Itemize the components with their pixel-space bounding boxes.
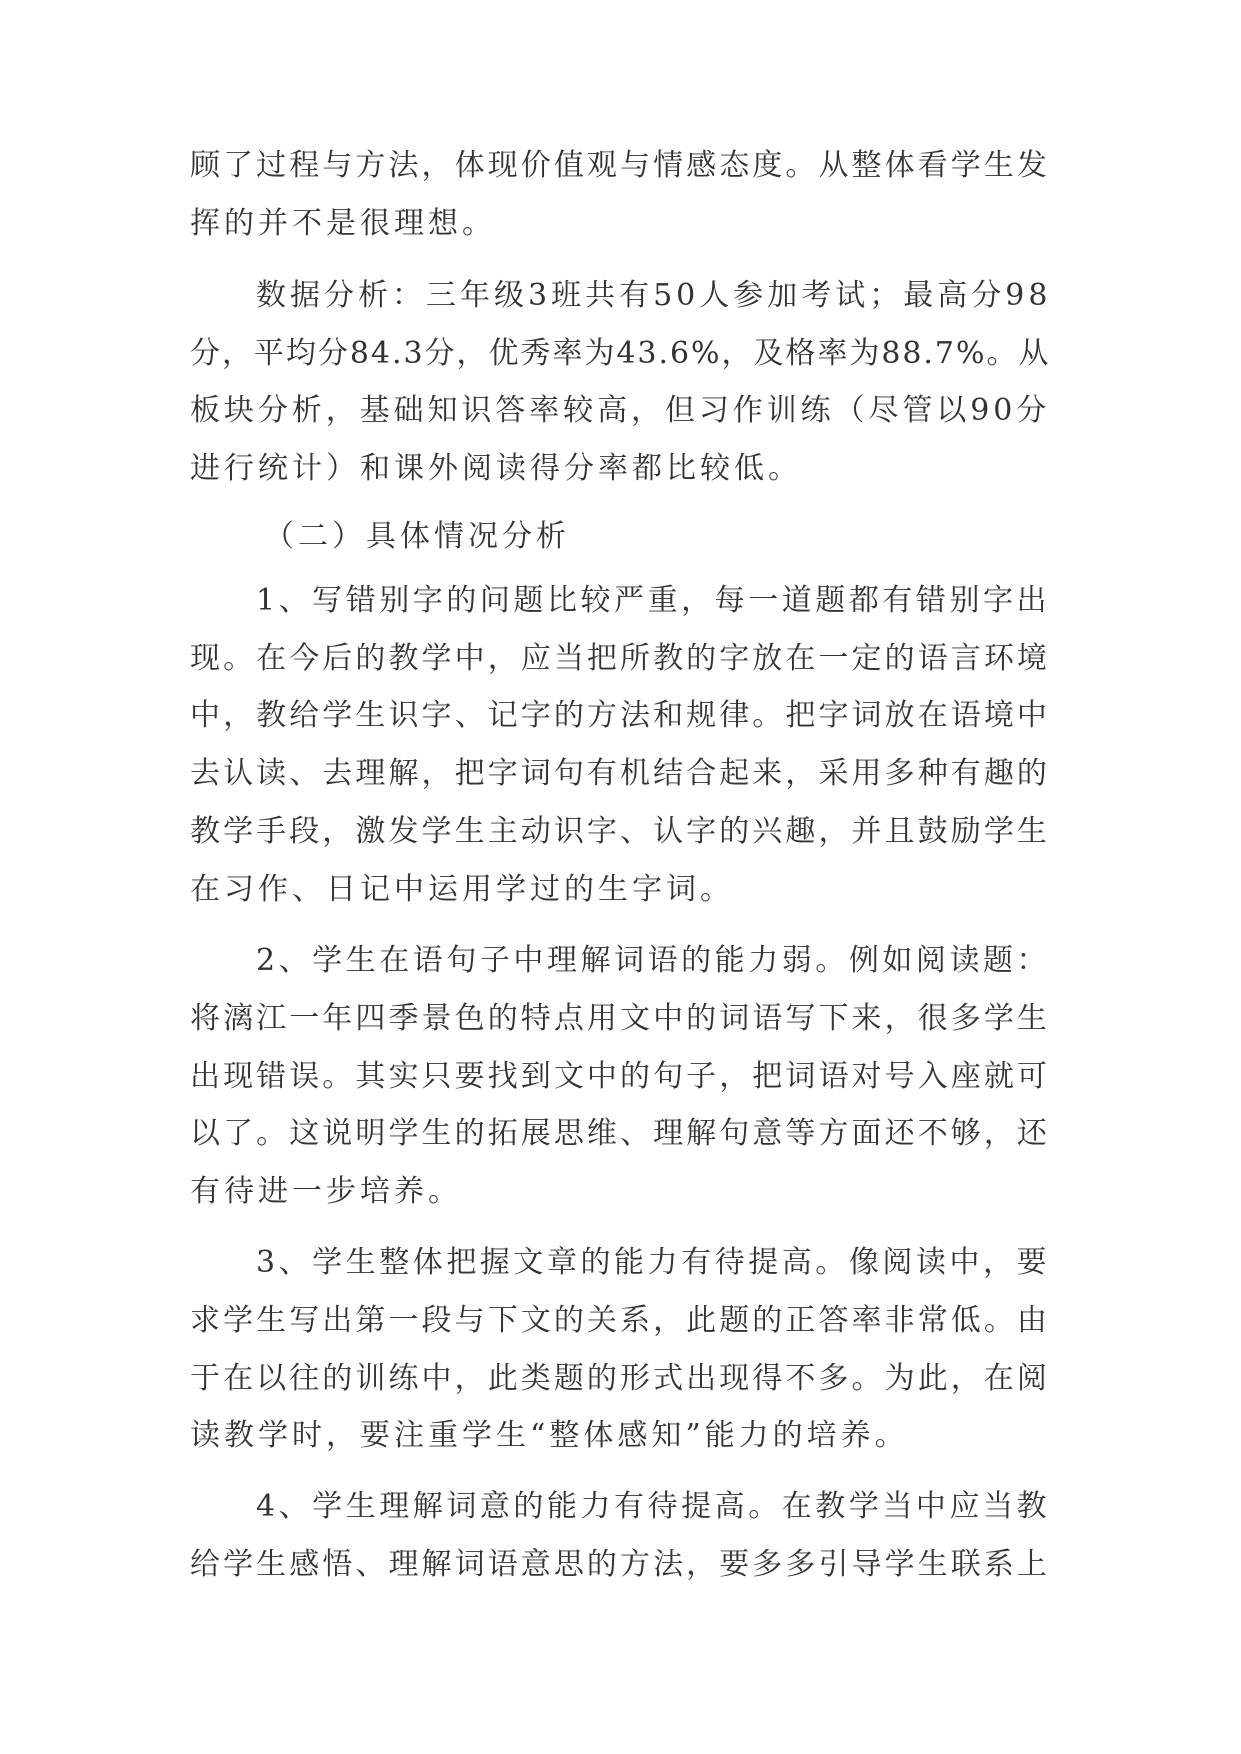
text-line: 求学生写出第一段与下文的关系，此题的正答率非常低。由 [190, 1303, 1050, 1338]
text-line: 分，平均分84.3分，优秀率为43.6%，及格率为88.7%。从 [190, 336, 1051, 371]
text-line: 板块分析，基础知识答率较高，但习作训练（尽管以90分 [190, 393, 1051, 428]
text-line: 读教学时，要注重学生“整体感知”能力的培养。 [190, 1418, 909, 1453]
text-line: 在习作、日记中运用学过的生字词。 [190, 872, 734, 907]
text-line: 挥的并不是很理想。 [190, 206, 496, 241]
text-line: 以了。这说明学生的拓展思维、理解句意等方面还不够，还 [190, 1116, 1050, 1151]
text-line: 进行统计）和课外阅读得分率都比较低。 [190, 451, 802, 486]
text-line: 现。在今后的教学中，应当把所教的字放在一定的语言环境 [190, 641, 1050, 676]
text-line: 1、写错别字的问题比较严重，每一道题都有错别字出 [256, 583, 1051, 618]
text-line: 于在以往的训练中，此类题的形式出现得不多。为此，在阅 [190, 1361, 1050, 1396]
text-line: 4、学生理解词意的能力有待提高。在教学当中应当教 [256, 1489, 1051, 1524]
text-line: 顾了过程与方法，体现价值观与情感态度。从整体看学生发 [190, 148, 1050, 183]
text-line: 教学手段，激发学生主动识字、认字的兴趣，并且鼓励学生 [190, 814, 1050, 849]
text-line: 有待进一步培养。 [190, 1174, 462, 1209]
text-line: 去认读、去理解，把字词句有机结合起来，采用多种有趣的 [190, 756, 1050, 791]
text-line: 中，教给学生识字、记字的方法和规律。把字词放在语境中 [190, 698, 1050, 733]
text-line: 将漓江一年四季景色的特点用文中的词语写下来，很多学生 [190, 1001, 1050, 1036]
text-line: 出现错误。其实只要找到文中的句子，把词语对号入座就可 [190, 1059, 1050, 1094]
text-line: 给学生感悟、理解词语意思的方法，要多多引导学生联系上 [190, 1547, 1050, 1582]
text-line: 数据分析：三年级3班共有50人参加考试；最高分98 [256, 278, 1052, 313]
text-line: 2、学生在语句子中理解词语的能力弱。例如阅读题： [256, 943, 1051, 978]
section-heading: （二）具体情况分析 [264, 519, 570, 554]
text-line: 3、学生整体把握文章的能力有待提高。像阅读中，要 [256, 1245, 1051, 1280]
